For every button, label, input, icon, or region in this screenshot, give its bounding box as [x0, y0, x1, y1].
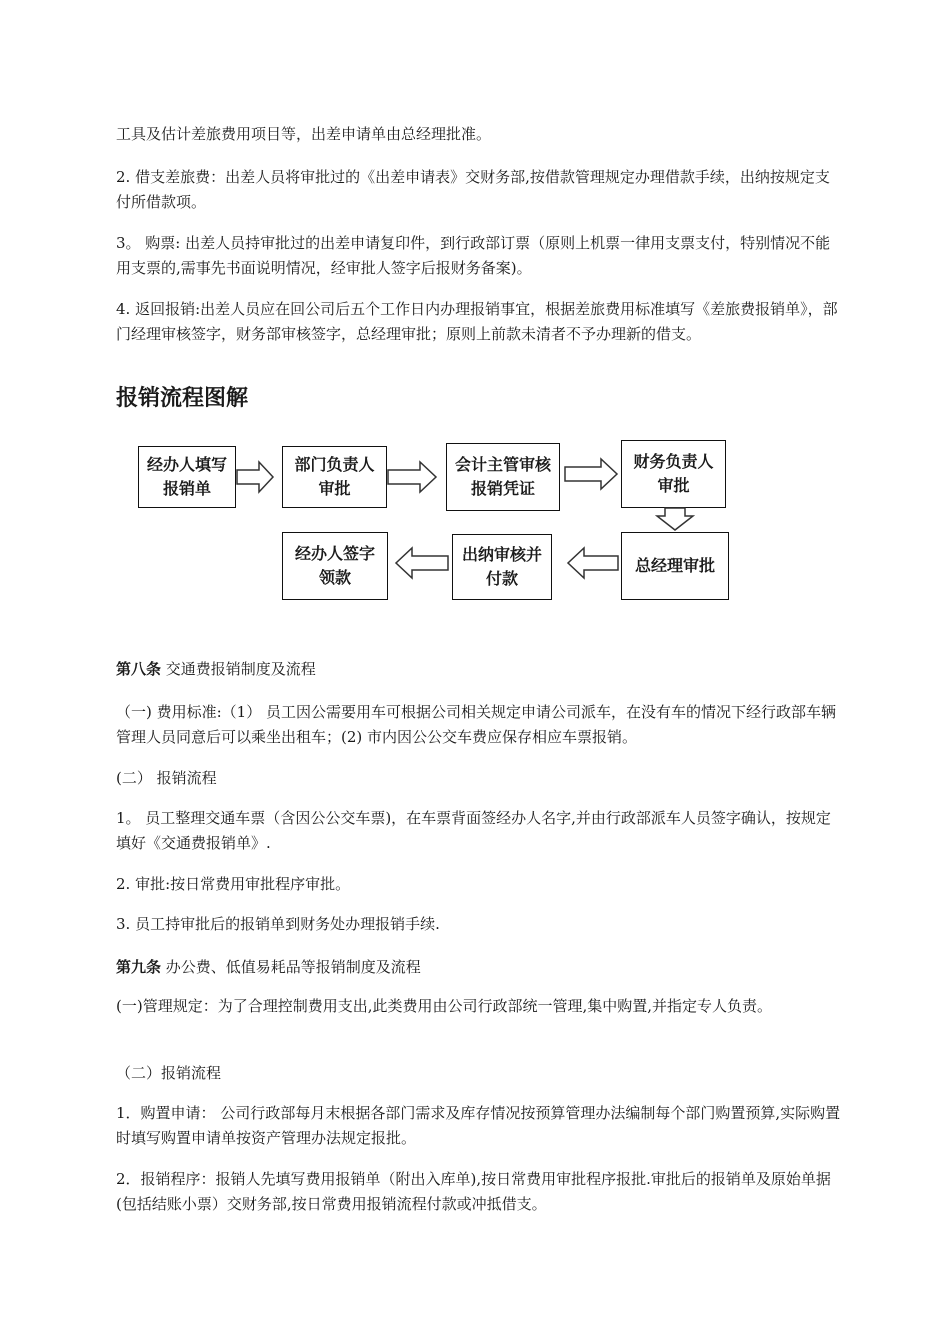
article-9-title-text: 办公费、低值易耗品等报销制度及流程: [161, 958, 421, 976]
article-8-step-1: 1。 员工整理交通车票（含因公公交车票)，在车票背面签经办人名字,并由行政部派车人员签字确认，按规定填好《交通费报销单》.: [116, 809, 831, 852]
flow-step-dept-approval: 部门负责人审批: [282, 446, 387, 508]
article-9-title: [116, 955, 842, 980]
paragraph-travel-advance: 2. 借支差旅费：出差人员将审批过的《出差申请表》交财务部,按借款管理规定办理借款手续，出纳按规定支付所借款项。: [116, 168, 830, 211]
article-9-rule: (一)管理规定：为了合理控制费用支出,此类费用由公司行政部统一管理,集中购置,并指定专人负责。: [116, 997, 773, 1015]
article-8-step-2: 2. 审批:按日常费用审批程序审批。: [116, 875, 351, 893]
article-8-standard: （一) 费用标准:（1） 员工因公需要用车可根据公司相关规定申请公司派车，在没有车的情况下经行政部车辆管理人员同意后可以乘坐出租车；(2) 市内因公公交车费应保存相应车票报销。: [116, 703, 836, 746]
article-9-step-1: 1．购置申请： 公司行政部每月末根据各部门需求及库存情况按预算管理办法编制每个部门购置预算,实际购置时填写购置申请单按资产管理办法规定报批。: [116, 1104, 841, 1147]
flowchart-heading: 报销流程图解: [116, 386, 249, 411]
article-9-step-2: 2．报销程序：报销人先填写费用报销单（附出入库单),按日常费用审批程序报批.审批后的报销单及原始单据(包括结账小票）交财务部,按日常费用报销流程付款或冲抵借支。: [116, 1170, 831, 1213]
article-8-step-3: 3. 员工持审批后的报销单到财务处办理报销手续.: [116, 915, 440, 933]
right-arrow-icon: [563, 457, 619, 491]
left-arrow-icon: [394, 546, 450, 580]
flow-step-finance-approval: 财务负责人审批: [621, 440, 726, 508]
article-8-title: [116, 657, 842, 682]
flow-step-gm-approval: 总经理审批: [621, 532, 729, 600]
article-9-process-title: （二）报销流程: [116, 1064, 222, 1082]
article-9-label: 第九条: [116, 958, 162, 976]
right-arrow-icon: [386, 460, 438, 494]
paragraph-trip-approval: 工具及估计差旅费用项目等，出差申请单由总经理批准。: [116, 125, 492, 143]
right-arrow-icon: [235, 460, 275, 494]
article-8-process-title: (二） 报销流程: [116, 769, 217, 787]
article-8-label: 第八条: [116, 660, 162, 678]
flow-step-collect-payment: 经办人签字领款: [282, 532, 388, 600]
article-8-title-text: 交通费报销制度及流程: [161, 660, 316, 678]
flow-step-fill-form: 经办人填写报销单: [138, 446, 236, 508]
down-arrow-icon: [655, 506, 695, 532]
paragraph-ticket-purchase: 3。 购票: 出差人员持审批过的出差申请复印件，到行政部订票（原则上机票一律用支票支付，特别情况不能用支票的,需事先书面说明情况，经审批人签字后报财务备案)。: [116, 234, 831, 277]
flow-step-cashier-payment: 出纳审核并付款: [452, 534, 552, 600]
paragraph-return-reimbursement: 4. 返回报销:出差人员应在回公司后五个工作日内办理报销事宜，根据差旅费用标准填写《差旅费报销单》，部门经理审核签字，财务部审核签字，总经理审批；原则上前款未清者不予办理新的借支。: [116, 300, 838, 343]
flow-step-accounting-review: 会计主管审核报销凭证: [446, 443, 560, 511]
left-arrow-icon: [566, 546, 620, 580]
